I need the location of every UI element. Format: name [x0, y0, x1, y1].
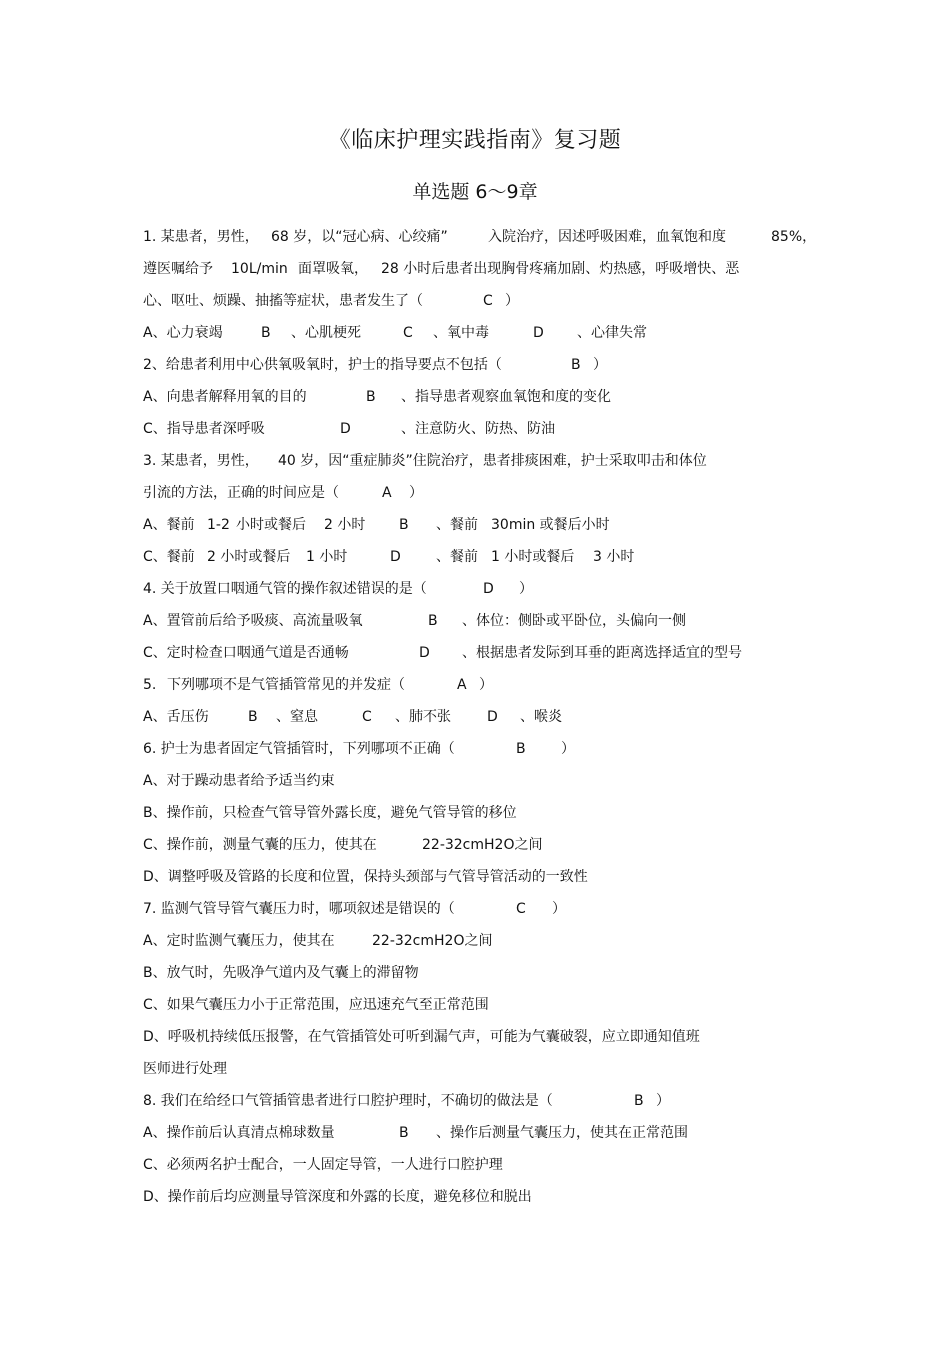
option-letter: C	[362, 709, 372, 725]
option-text: 、餐前	[436, 549, 478, 565]
question-6-line-1	[143, 736, 823, 762]
question-8-line-1	[143, 1088, 823, 1114]
question-7-option-d-continued	[143, 1056, 823, 1082]
option-text: 2 小时	[324, 517, 366, 533]
text-segment: 3. 某患者，男性，	[143, 453, 259, 469]
option-text: D、调整呼吸及管路的长度和位置，保持头颈部与气管导管活动的一致性	[143, 869, 588, 885]
text-segment: 28 小时后患者出现胸骨疼痛加剧、灼热感，呼吸增快、恶	[381, 261, 740, 277]
option-text: 医师进行处理	[143, 1061, 227, 1077]
option-text: C、餐前	[143, 549, 195, 565]
text-segment: 40 岁，因“重症肺炎”住院治疗，患者排痰困难，护士采取叩击和体位	[278, 453, 707, 469]
text-segment: 面罩吸氧，	[298, 261, 368, 277]
question-1-line-1	[143, 224, 823, 250]
option-letter: D	[533, 325, 544, 341]
question-2-option-line-1	[143, 384, 823, 410]
option-text: 、餐前	[436, 517, 478, 533]
text-segment: ）	[479, 677, 493, 693]
question-8-option-d	[143, 1184, 823, 1210]
question-1-options	[143, 320, 823, 346]
text-segment: 心、呕吐、烦躁、抽搐等症状，患者发生了（	[143, 293, 423, 309]
text-segment: ）	[505, 293, 519, 309]
option-letter: B	[366, 389, 376, 405]
option-text: C、如果气囊压力小于正常范围，应迅速充气至正常范围	[143, 997, 489, 1013]
option-text: 、喉炎	[520, 709, 562, 725]
question-3-option-line-2	[143, 544, 823, 570]
option-text: 、操作后测量气囊压力，使其在正常范围	[436, 1125, 688, 1141]
answer-letter: B	[516, 741, 526, 757]
text-segment: ）	[519, 581, 533, 597]
answer-letter: D	[483, 581, 494, 597]
option-text: A、对于躁动患者给予适当约束	[143, 773, 335, 789]
option-text: B、放气时，先吸净气道内及气囊上的滞留物	[143, 965, 419, 981]
option-letter: B	[428, 613, 438, 629]
option-text: 、氧中毒	[433, 325, 489, 341]
question-8-option-line-1	[143, 1120, 823, 1146]
question-1-line-2	[143, 256, 823, 282]
option-text: A、操作前后认真清点棉球数量	[143, 1125, 335, 1141]
question-3-line-2	[143, 480, 823, 506]
text-segment: 10L/min	[231, 261, 288, 277]
text-segment: ）	[552, 901, 566, 917]
text-segment: ）	[561, 741, 575, 757]
document-title: 《临床护理实践指南》复习题	[328, 128, 622, 153]
answer-letter: B	[634, 1093, 644, 1109]
text-segment: ）	[593, 357, 607, 373]
text-segment: 68 岁，以“冠心病、心绞痛”	[271, 229, 448, 245]
text-segment: 4. 关于放置口咽通气管的操作叙述错误的是（	[143, 581, 427, 597]
text-segment: ）	[656, 1093, 670, 1109]
option-text: D、操作前后均应测量导管深度和外露的长度，避免移位和脱出	[143, 1189, 532, 1205]
option-text: C、操作前，测量气囊的压力，使其在	[143, 837, 377, 853]
option-text: 22-32cmH2O之间	[372, 933, 493, 949]
question-1-line-3	[143, 288, 823, 314]
question-6-option-c	[143, 832, 823, 858]
option-text: 、指导患者观察血氧饱和度的变化	[401, 389, 611, 405]
option-text: 、心律失常	[577, 325, 647, 341]
text-segment: 1. 某患者，男性，	[143, 229, 259, 245]
option-text: A、心力衰竭	[143, 325, 223, 341]
text-segment: 2、给患者利用中心供氧吸氧时，护士的指导要点不包括（	[143, 357, 502, 373]
option-text: 1-2	[207, 517, 230, 533]
text-segment: 5.	[143, 677, 157, 693]
option-text: 3 小时	[593, 549, 635, 565]
option-text: 2 小时或餐后	[207, 549, 291, 565]
option-text: 30min 或餐后小时	[491, 517, 610, 533]
option-text: A、置管前后给予吸痰、高流量吸氧	[143, 613, 363, 629]
option-letter: B	[399, 517, 409, 533]
question-5-line-1	[143, 672, 823, 698]
question-3-option-line-1	[143, 512, 823, 538]
question-4-option-line-2	[143, 640, 823, 666]
option-text: 、窒息	[276, 709, 318, 725]
option-letter: B	[248, 709, 258, 725]
option-text: 、根据患者发际到耳垂的距离选择适宜的型号	[462, 645, 742, 661]
question-4-option-line-1	[143, 608, 823, 634]
text-segment: ）	[409, 485, 423, 501]
text-segment: 入院治疗，因述呼吸困难，血氧饱和度	[488, 229, 726, 245]
question-3-line-1	[143, 448, 823, 474]
option-text: B、操作前，只检查气管导管外露长度，避免气管导管的移位	[143, 805, 517, 821]
text-segment: 6. 护士为患者固定气管插管时，下列哪项不正确（	[143, 741, 455, 757]
question-6-option-b	[143, 800, 823, 826]
question-7-option-b	[143, 960, 823, 986]
question-5-options	[143, 704, 823, 730]
question-2-option-line-2	[143, 416, 823, 442]
option-letter: D	[487, 709, 498, 725]
option-text: C、必须两名护士配合，一人固定导管，一人进行口腔护理	[143, 1157, 503, 1173]
option-letter: D	[419, 645, 430, 661]
option-text: A、向患者解释用氧的目的	[143, 389, 307, 405]
answer-letter: A	[457, 677, 467, 693]
question-8-option-c	[143, 1152, 823, 1178]
option-letter: B	[261, 325, 271, 341]
option-text: D、呼吸机持续低压报警，在气管插管处可听到漏气声，可能为气囊破裂，应立即通知值班	[143, 1029, 700, 1045]
option-text: C、指导患者深呼吸	[143, 421, 265, 437]
option-text: 、体位：侧卧或平卧位，头偏向一侧	[462, 613, 686, 629]
option-text: 、心肌梗死	[291, 325, 361, 341]
text-segment: 85%，	[771, 229, 817, 245]
answer-letter: C	[516, 901, 526, 917]
option-text: C、定时检查口咽通气道是否通畅	[143, 645, 349, 661]
question-7-option-d	[143, 1024, 823, 1050]
option-text: A、舌压伤	[143, 709, 209, 725]
option-text: A、定时监测气囊压力，使其在	[143, 933, 335, 949]
question-6-option-d	[143, 864, 823, 890]
option-text: 1 小时	[306, 549, 348, 565]
option-text: 、肺不张	[395, 709, 451, 725]
question-7-line-1	[143, 896, 823, 922]
question-2-line-1	[143, 352, 823, 378]
text-segment: 8. 我们在给经口气管插管患者进行口腔护理时，不确切的做法是（	[143, 1093, 553, 1109]
option-text: 1 小时或餐后	[491, 549, 575, 565]
text-segment: 引流的方法，正确的时间应是（	[143, 485, 339, 501]
option-text: 22-32cmH2O之间	[422, 837, 543, 853]
question-6-option-a	[143, 768, 823, 794]
document-subtitle: 单选题 6～9章	[412, 181, 538, 203]
question-7-option-c	[143, 992, 823, 1018]
text-segment: 7. 监测气管导管气囊压力时，哪项叙述是错误的（	[143, 901, 455, 917]
answer-letter: A	[382, 485, 392, 501]
option-letter: D	[340, 421, 351, 437]
option-letter: B	[399, 1125, 409, 1141]
text-segment: 下列哪项不是气管插管常见的并发症（	[167, 677, 405, 693]
option-letter: C	[403, 325, 413, 341]
option-letter: D	[390, 549, 401, 565]
answer-letter: B	[571, 357, 581, 373]
question-7-option-a	[143, 928, 823, 954]
answer-letter: C	[483, 293, 493, 309]
text-segment: 遵医嘱给予	[143, 261, 213, 277]
option-text: A、餐前	[143, 517, 195, 533]
question-4-line-1	[143, 576, 823, 602]
option-text: 小时或餐后	[236, 517, 306, 533]
option-text: 、注意防火、防热、防油	[401, 421, 555, 437]
